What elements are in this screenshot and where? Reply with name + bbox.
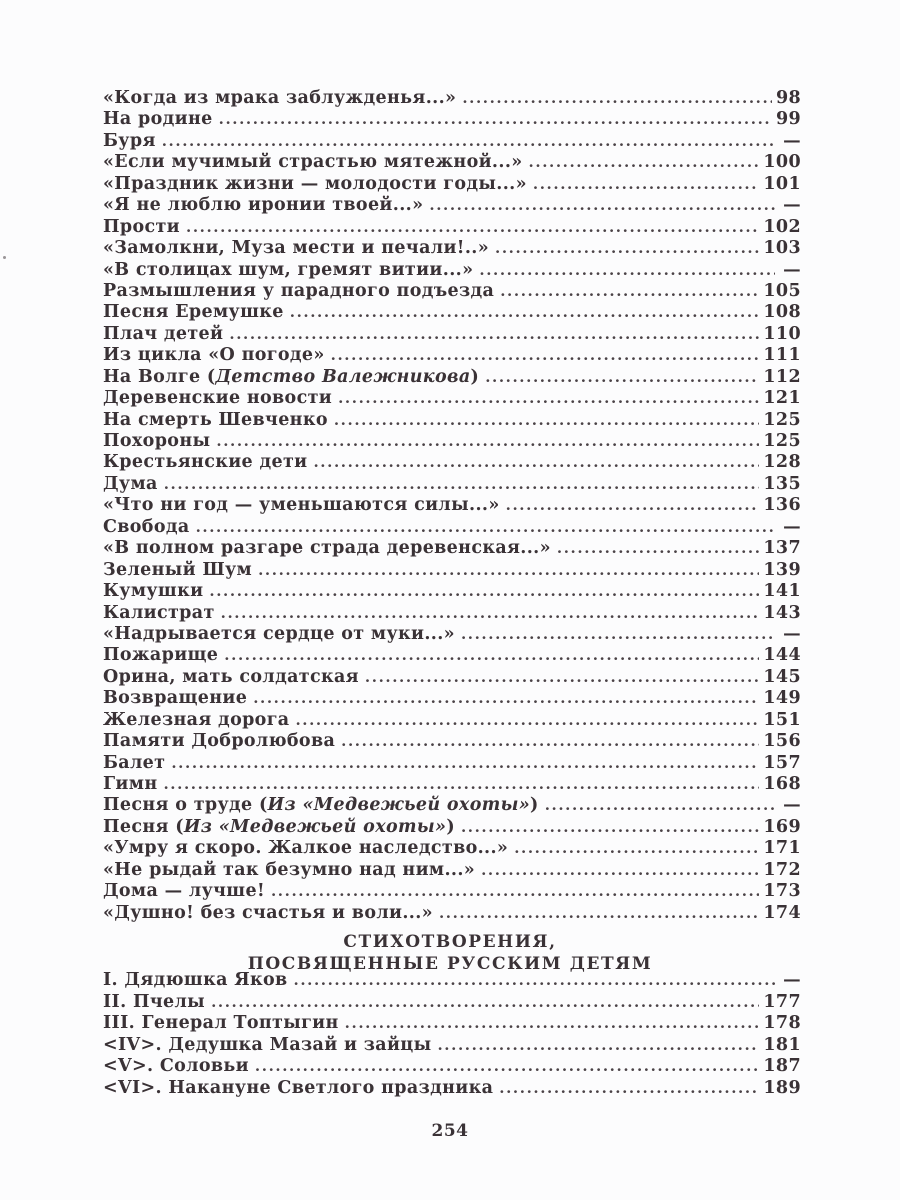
toc-entry-page-number: 189 <box>763 1077 801 1098</box>
toc-entry <box>103 152 801 173</box>
dot-leader <box>209 581 759 602</box>
toc-entry <box>103 260 801 281</box>
toc-entry-title-text: «Если мучимый страстью мятежной...» <box>103 152 523 173</box>
toc-entry-title <box>103 1013 339 1035</box>
toc-entry-title <box>103 474 158 495</box>
toc-entry-title <box>103 217 180 238</box>
toc-entry-title-text: «Праздник жизни — молодости годы...» <box>103 173 527 194</box>
dot-leader <box>221 603 760 624</box>
paper-speck <box>3 256 6 259</box>
toc-entry-title-text: Похороны <box>103 431 211 451</box>
toc-entry-title-text: «В столицах шум, гремят витии...» <box>103 259 474 280</box>
toc-entry-page-number: 145 <box>763 666 801 687</box>
toc-entry-title-text: <IV>. Дедушка Мазай и зайцы <box>103 1034 432 1055</box>
toc-entry-title-text: Песня о труде ( <box>103 795 268 816</box>
toc-entry <box>103 302 801 323</box>
dot-leader <box>271 881 759 902</box>
toc-entry-page-number: 156 <box>763 731 801 752</box>
toc-entry-page-number: 108 <box>763 302 801 323</box>
toc-entry-title-suffix: ) <box>530 795 539 816</box>
dot-leader <box>164 474 760 495</box>
dot-leader <box>485 367 759 388</box>
toc-entry-title-text: «Я не люблю иронии твоей...» <box>103 195 424 216</box>
toc-entry-title-text: На родине <box>103 109 213 130</box>
dot-leader <box>462 88 772 109</box>
toc-entry-title-text: Свобода <box>103 516 190 537</box>
toc-entry <box>103 753 801 774</box>
toc-entry <box>103 367 801 388</box>
toc-entry-page-number: 141 <box>763 581 801 602</box>
toc-entry <box>103 817 801 838</box>
toc-entry-title <box>103 645 218 666</box>
toc-entry-title <box>103 152 523 173</box>
toc-entry-title <box>103 131 156 152</box>
toc-entry-title <box>103 281 494 302</box>
toc-entry-page-number: 112 <box>763 366 801 387</box>
dot-leader <box>341 731 759 752</box>
toc-entry-title-text: На Волге ( <box>103 366 216 387</box>
toc-entry-title-text: «В полном разгаре страда деревенская...» <box>103 538 551 559</box>
toc-entry-page-number: — <box>783 130 801 151</box>
dot-leader <box>229 324 759 345</box>
toc-entry-page-number: 110 <box>763 323 801 344</box>
toc-entry-title <box>103 517 190 538</box>
dot-leader <box>495 238 759 259</box>
toc-entry <box>103 860 801 881</box>
toc-entry-title <box>103 970 288 992</box>
section-heading-line-1: СТИХОТВОРЕНИЯ, <box>343 932 557 952</box>
toc-entry-title-text: III. Генерал Топтыгин <box>103 1013 339 1034</box>
toc-entry-page-number: — <box>783 516 801 537</box>
toc-entry <box>103 1078 801 1100</box>
toc-entry-page-number: 177 <box>763 991 801 1012</box>
toc-entry <box>103 324 801 345</box>
dot-leader <box>253 688 759 709</box>
toc-entry-title <box>103 881 265 902</box>
toc-entry-title <box>103 903 433 924</box>
toc-entry-title-text: «Замолкни, Муза мести и печали!..» <box>103 238 489 259</box>
toc-entry <box>103 131 801 152</box>
toc-entry <box>103 838 801 859</box>
toc-entry-page-number: 103 <box>763 238 801 259</box>
toc-entry-title-text: Возвращение <box>103 688 248 709</box>
toc-entry-title-text: Размышления у парадного подъезда <box>103 280 495 301</box>
toc-entry <box>103 1035 801 1057</box>
toc-entry <box>103 109 801 130</box>
toc-entry-title <box>103 1035 431 1057</box>
dot-leader <box>461 624 775 645</box>
dot-leader <box>219 109 772 130</box>
toc-entry-title <box>103 88 456 109</box>
toc-entry-title <box>103 753 165 774</box>
toc-entry <box>103 388 801 409</box>
toc-entry <box>103 88 801 109</box>
toc-entry-page-number: 171 <box>763 838 801 859</box>
dot-leader <box>500 281 759 302</box>
dot-leader <box>437 1035 759 1057</box>
toc-entry-title-suffix: ) <box>446 816 455 837</box>
toc-entry-title-text: <V>. Соловьи <box>103 1056 249 1077</box>
dot-leader <box>499 1078 759 1100</box>
toc-entry <box>103 410 801 431</box>
toc-entry-title-text: «Умру я скоро. Жалкое наследство...» <box>103 838 509 859</box>
toc-entry-page-number: 99 <box>775 109 801 130</box>
dot-leader <box>294 970 776 992</box>
dot-leader <box>211 992 759 1014</box>
toc-entry-title-text: Железная дорога <box>103 709 290 730</box>
toc-entry <box>103 174 801 195</box>
toc-entry-title <box>103 667 359 688</box>
dot-leader <box>338 388 759 409</box>
toc-entry-title <box>103 817 455 838</box>
toc-entry-title <box>103 560 252 581</box>
toc-entry-title <box>103 367 479 388</box>
dot-leader <box>163 774 759 795</box>
dot-leader <box>439 903 759 924</box>
toc-entry-title <box>103 452 307 473</box>
toc-entry-title <box>103 174 527 195</box>
page-number: 254 <box>431 1121 469 1141</box>
toc-entry <box>103 452 801 473</box>
toc-entry <box>103 345 801 366</box>
toc-entry-title-text: На смерть Шевченко <box>103 409 328 430</box>
toc-entry-page-number: — <box>783 195 801 216</box>
toc-entry-title <box>103 731 335 752</box>
dot-leader <box>545 795 775 816</box>
toc-entry <box>103 992 801 1014</box>
toc-entry-title <box>103 431 210 452</box>
dot-leader <box>334 410 760 431</box>
toc-entry <box>103 795 801 816</box>
dot-leader <box>345 1013 760 1035</box>
toc-entry-title <box>103 992 205 1014</box>
toc-entry-title <box>103 624 455 645</box>
toc-entry-page-number: 173 <box>763 881 801 902</box>
section-heading-line-2: ПОСВЯЩЕННЫЕ РУССКИМ ДЕТЯМ <box>247 954 653 974</box>
toc-entry-title <box>103 838 508 859</box>
toc-entry <box>103 431 801 452</box>
toc-entry <box>103 688 801 709</box>
toc-entry-page-number: — <box>783 259 801 280</box>
toc-entry-title-text: Песня ( <box>103 816 184 837</box>
toc-entry-page-number: 144 <box>763 645 801 666</box>
dot-leader <box>331 345 760 366</box>
toc-entry-title <box>103 581 203 602</box>
dot-leader <box>529 152 760 173</box>
toc-entry-title-text: Кумушки <box>103 581 204 602</box>
toc-entry <box>103 281 801 302</box>
toc-entry-page-number: 178 <box>763 1013 801 1034</box>
toc-entry-page-number: 105 <box>763 280 801 301</box>
dot-leader <box>429 195 775 216</box>
toc-entry <box>103 495 801 516</box>
toc-entry-title <box>103 238 489 259</box>
toc-entry-title-text: Балет <box>103 752 166 773</box>
toc-entry-subtitle-italic: Из «Медвежьей охоты» <box>183 816 447 837</box>
toc-entry-page-number: 151 <box>763 709 801 730</box>
toc-entry <box>103 238 801 259</box>
toc-entry <box>103 517 801 538</box>
toc-entry-page-number: 125 <box>763 409 801 430</box>
toc-entry-title-text: «Душно! без счастья и воли...» <box>103 902 433 923</box>
toc-entry-title <box>103 109 213 130</box>
dot-leader <box>258 560 759 581</box>
toc-entry-title-text: <VI>. Накануне Светлого праздника <box>103 1077 494 1098</box>
toc-entry-title-text: «Надрывается сердце от муки...» <box>103 623 455 644</box>
toc-entry-page-number: 187 <box>763 1056 801 1077</box>
dot-leader <box>533 174 760 195</box>
toc-entry-title-text: I. Дядюшка Яков <box>103 970 288 990</box>
dot-leader <box>514 838 759 859</box>
toc-entry-page-number: 168 <box>763 774 801 794</box>
toc-entry-subtitle-italic: Детство Валежникова <box>215 366 471 387</box>
toc-entry-page-number: 98 <box>775 88 801 108</box>
toc-entry-page-number: 136 <box>763 495 801 516</box>
toc-entry-page-number: 135 <box>763 473 801 494</box>
toc-entry-page-number: 121 <box>763 388 801 409</box>
toc-entry-title-text: Дома — лучше! <box>103 881 265 902</box>
toc-entry-page-number: 169 <box>763 816 801 837</box>
toc-entry-title <box>103 302 284 323</box>
toc-entry-page-number: 181 <box>763 1034 801 1055</box>
toc-entry-title <box>103 538 551 559</box>
toc-entry-title-text: Памяти Добролюбова <box>103 731 336 752</box>
toc-entry-page-number: 149 <box>763 688 801 709</box>
toc-entry-title-text: Прости <box>103 216 181 237</box>
toc-entry-title <box>103 710 289 731</box>
toc-entry-title-text: Пожарище <box>103 645 219 666</box>
dot-leader <box>216 431 759 452</box>
toc-entry <box>103 970 801 992</box>
toc-entry-title <box>103 774 157 795</box>
dot-leader <box>171 753 759 774</box>
toc-entry-title-text: «Не рыдай так безумно над ним...» <box>103 859 476 880</box>
toc-entry-page-number: — <box>783 795 801 816</box>
toc-entry-page-number: 172 <box>763 859 801 880</box>
toc-entry-title <box>103 1056 249 1078</box>
dot-leader <box>255 1056 759 1078</box>
toc-entry <box>103 1056 801 1078</box>
toc-entry-page-number: 143 <box>763 602 801 623</box>
toc-entry-title <box>103 603 215 624</box>
toc-entry-title <box>103 410 328 431</box>
toc-entry <box>103 731 801 752</box>
toc-entry-title-text: Песня Еремушке <box>103 302 284 323</box>
toc-entry-page-number: 101 <box>763 173 801 194</box>
toc-entry-title-text: Гимн <box>103 774 158 794</box>
dot-leader <box>461 817 759 838</box>
toc-entry-title-text: Зеленый Шум <box>103 559 253 580</box>
toc-entry-title-text: «Что ни год — уменьшаются силы...» <box>103 495 500 516</box>
toc-entry-title <box>103 388 332 409</box>
toc-entry <box>103 710 801 731</box>
toc-entry-title <box>103 795 539 816</box>
toc-entry-title <box>103 195 423 216</box>
toc-entry-title <box>103 260 473 281</box>
dot-leader <box>196 517 775 538</box>
toc-entry-page-number: — <box>783 623 801 644</box>
toc-entry-page-number: 111 <box>763 345 801 366</box>
toc-entry <box>103 645 801 666</box>
toc-entry-title-text: Орина, мать солдатская <box>103 666 359 687</box>
toc-entry <box>103 581 801 602</box>
toc-entry-title-text: Дума <box>103 473 158 494</box>
dot-leader <box>186 217 759 238</box>
toc-entry <box>103 774 801 795</box>
toc-entry-page-number: — <box>783 970 801 990</box>
toc-entry-title-text: Плач детей <box>103 323 224 344</box>
dot-leader <box>313 452 759 473</box>
toc-entry-title <box>103 495 500 516</box>
toc-entry-page-number: 139 <box>763 559 801 580</box>
toc-entry-title-text: «Когда из мрака заблужденья...» <box>103 88 457 108</box>
toc-entry-title <box>103 345 325 366</box>
toc-entry-subtitle-italic: Из «Медвежьей охоты» <box>267 795 531 816</box>
toc-entry <box>103 538 801 559</box>
toc-entry-title <box>103 1078 493 1100</box>
toc-entry-page-number: 137 <box>763 538 801 559</box>
toc-entry <box>103 560 801 581</box>
toc-entry-title-suffix: ) <box>470 366 480 387</box>
toc-entry <box>103 217 801 238</box>
toc-entry <box>103 474 801 495</box>
dot-leader <box>365 667 759 688</box>
toc-entry-title <box>103 860 475 881</box>
toc-entry-page-number: 128 <box>763 452 801 473</box>
dot-leader <box>295 710 759 731</box>
toc-entry-title-text: Буря <box>103 130 156 151</box>
toc-entry-page-number: 174 <box>763 902 801 923</box>
toc-entry-page-number: 102 <box>763 216 801 237</box>
toc-entry-title <box>103 324 223 345</box>
dot-leader <box>290 302 760 323</box>
toc-entry-title-text: Деревенские новости <box>103 388 333 409</box>
toc-entry <box>103 195 801 216</box>
toc-entry <box>103 881 801 902</box>
toc-entry-page-number: 157 <box>763 752 801 773</box>
toc-entry-page-number: 100 <box>763 152 801 173</box>
toc-entry <box>103 624 801 645</box>
toc-entry-title-text: Калистрат <box>103 602 215 623</box>
toc-entry <box>103 667 801 688</box>
dot-leader <box>557 538 760 559</box>
toc-entry-page-number: 125 <box>763 431 801 451</box>
toc-entry-title-text: II. Пчелы <box>103 991 206 1012</box>
dot-leader <box>479 260 775 281</box>
toc-children-poems-list <box>103 970 801 1100</box>
dot-leader <box>506 495 760 516</box>
dot-leader <box>481 860 759 881</box>
toc-main-list <box>103 88 801 924</box>
toc-entry <box>103 903 801 924</box>
toc-entry-title-text: Крестьянские дети <box>103 452 308 473</box>
dot-leader <box>224 645 759 666</box>
dot-leader <box>162 131 775 152</box>
toc-entry <box>103 1013 801 1035</box>
toc-entry-title <box>103 688 247 709</box>
toc-entry-title-text: Из цикла «О погоде» <box>103 345 325 366</box>
toc-entry <box>103 603 801 624</box>
